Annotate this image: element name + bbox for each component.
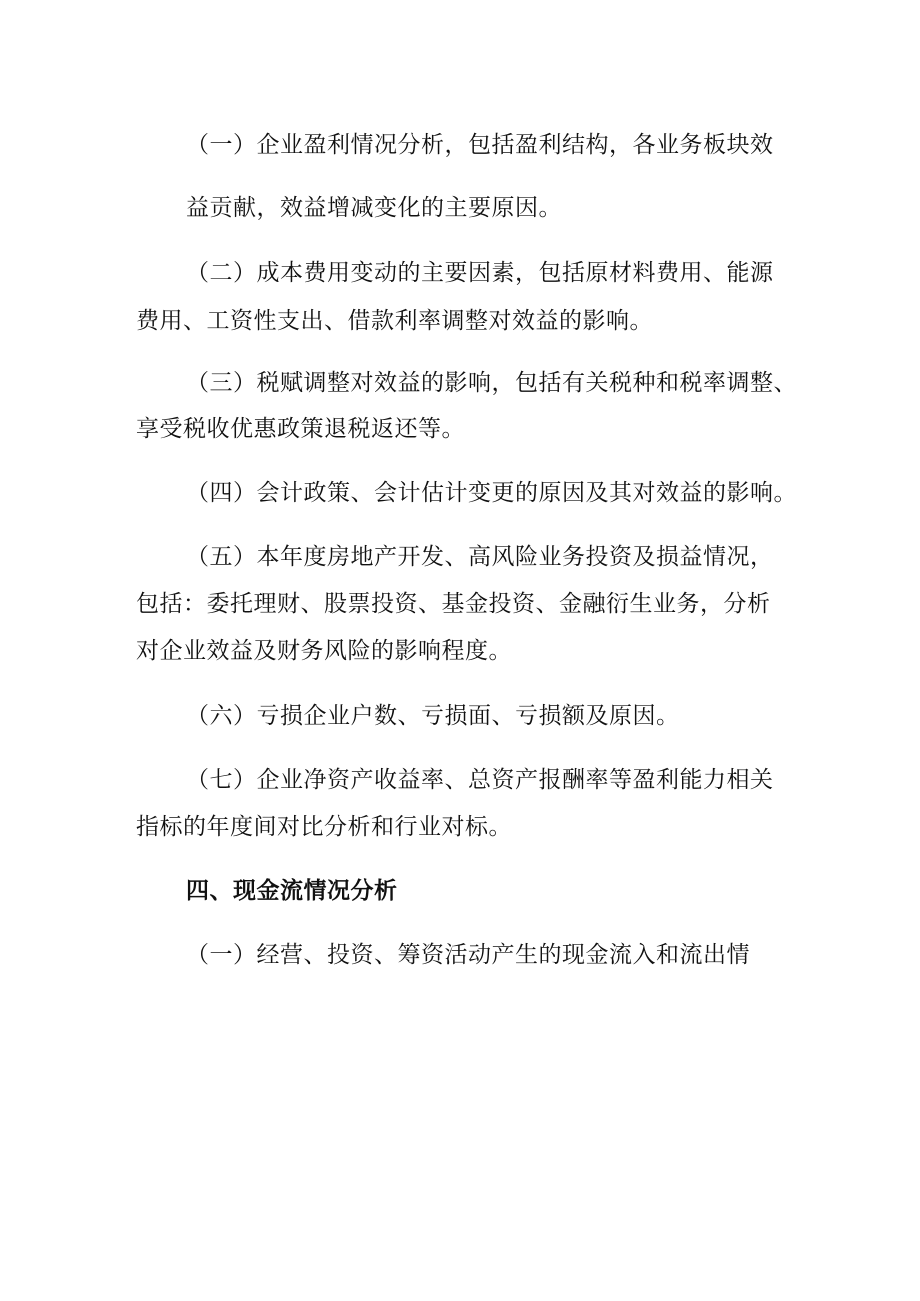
paragraph-3-line-1: （三）税赋调整对效益的影响，包括有关税种和税率调整、	[186, 370, 797, 396]
paragraph-4-line-1: （四）会计政策、会计估计变更的原因及其对效益的影响。	[186, 480, 797, 506]
paragraph-7-line-1: （七）企业净资产收益率、总资产报酬率等盈利能力相关	[186, 767, 774, 793]
paragraph-1-line-1: （一）企业盈利情况分析，包括盈利结构，各业务板块效	[186, 132, 774, 158]
section-heading: 四、现金流情况分析	[186, 878, 398, 904]
section-paragraph-1-line-1: （一）经营、投资、筹资活动产生的现金流入和流出情	[186, 942, 750, 968]
paragraph-2-line-1: （二）成本费用变动的主要因素，包括原材料费用、能源	[186, 260, 774, 286]
paragraph-2-line-2: 费用、工资性支出、借款利率调整对效益的影响。	[136, 308, 653, 334]
paragraph-5-line-2: 包括：委托理财、股票投资、基金投资、金融衍生业务，分析	[136, 591, 771, 617]
paragraph-7-line-2: 指标的年度间对比分析和行业对标。	[136, 814, 512, 840]
paragraph-5-line-3: 对企业效益及财务风险的影响程度。	[136, 638, 512, 664]
paragraph-6-line-1: （六）亏损企业户数、亏损面、亏损额及原因。	[186, 703, 680, 729]
paragraph-5-line-1: （五）本年度房地产开发、高风险业务投资及损益情况，	[186, 544, 774, 570]
paragraph-3-line-2: 享受税收优惠政策退税返还等。	[136, 416, 465, 442]
paragraph-1-line-2: 益贡献，效益增减变化的主要原因。	[186, 195, 562, 221]
